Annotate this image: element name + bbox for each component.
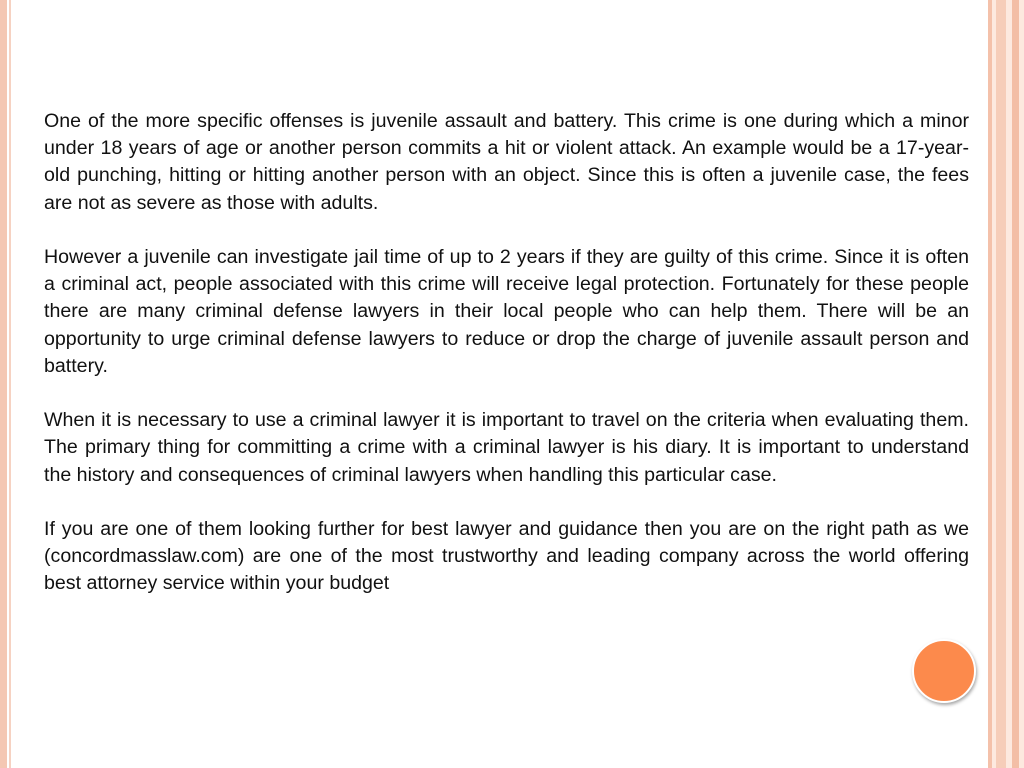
paragraph-jail-time: However a juvenile can investigate jail time of up to 2 years if they are guilty of this crime. Since it is often a criminal act, people associated with this crime will receive legal protection. Fortunately for these people there are many criminal defense lawyers in their local people who can help them. There will be an opportunity to urge criminal defense lawyers to reduce or drop the charge of juvenile assault person and battery. bbox=[44, 246, 969, 377]
decorative-orange-circle bbox=[912, 639, 976, 703]
paragraph-choosing-lawyer: When it is necessary to use a criminal lawyer it is important to travel on the criteria when evaluating them. The primary thing for committing a crime with a criminal lawyer is his diary. It is important to understand the history and consequences of criminal lawyers when handling this particular case. bbox=[44, 409, 969, 486]
paragraph-juvenile-assault: One of the more specific offenses is juvenile assault and battery. This crime is one during which a minor under 18 years of age or another person commits a hit or violent attack. An example would be a 17-year-old punching, hitting or hitting another person with an object. Since this is often a juvenile case, the fees are not as severe as those with adults. bbox=[44, 110, 969, 214]
right-border-strip bbox=[988, 0, 992, 768]
slide-body bbox=[44, 108, 969, 625]
left-border-line bbox=[9, 0, 11, 768]
left-border-strip bbox=[0, 0, 7, 768]
right-border-strip bbox=[996, 0, 1006, 768]
right-border-strip bbox=[1012, 0, 1019, 768]
paragraph-call-to-action: If you are one of them looking further for best lawyer and guidance then you are on the right path as we (concordmasslaw.com) are one of the most trustworthy and leading company across the world offering best attorney service within your budget bbox=[44, 518, 969, 595]
